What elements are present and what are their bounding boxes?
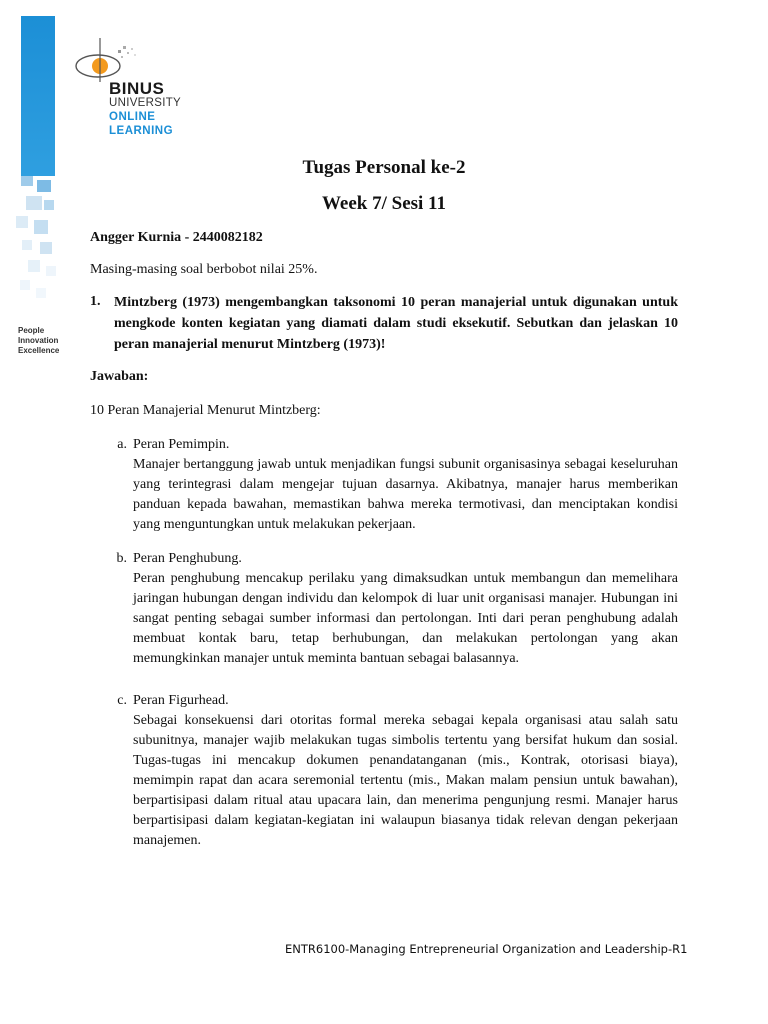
- list-item-c: [90, 691, 678, 851]
- document-title: Tugas Personal ke-2: [302, 157, 466, 178]
- tagline-people: People: [18, 326, 45, 335]
- answer-label: Jawaban:: [90, 369, 149, 384]
- list-item-letter: b.: [116, 551, 127, 566]
- document-body: [90, 150, 678, 851]
- list-item-title: Peran Penghubung.: [133, 551, 242, 566]
- list-item-letter: c.: [117, 693, 127, 708]
- question-number: 1.: [90, 294, 101, 309]
- tagline: [18, 326, 59, 356]
- logo-mark-icon: [74, 36, 154, 84]
- page-footer: ENTR6100-Managing Entrepreneurial Organization and Leadership-R1: [285, 942, 688, 956]
- tagline-innovation: Innovation: [18, 336, 59, 345]
- pixel-pattern: [12, 176, 58, 306]
- side-decoration: [0, 0, 58, 1024]
- weight-note: Masing-masing soal berbobot nilai 25%.: [90, 262, 318, 277]
- list-item-title: Peran Figurhead.: [133, 693, 229, 708]
- logo-text-university: UNIVERSITY: [109, 97, 182, 109]
- list-item-text: Peran penghubung mencakup perilaku yang dimaksudkan untuk membangun dan memelihara jaringan hubungan dengan individu dan kelompok di luar unit organisasi manajer. Hubungan ini sangat penting sebagai sumber informasi dan pertolongan. Inti dari peran penghubung adalah membuat kontak baru, tetap berhubungan, dan melakukan pertolongan yang akan memungkinkan manajer untuk meminta bantuan sebagai balasannya.: [133, 571, 678, 666]
- list-item-text: Sebagai konsekuensi dari otoritas formal mereka sebagai kepala organisasi atau salah satu subunitnya, manajer wajib melakukan tugas simbolis tertentu yang bersifat hukum dan sosial. Tugas-tugas ini mencakup dokumen penandatanganan (mis., Kontrak, otorisasi biaya), memimpin rapat dan acara seremonial tertentu (mis., Makan malam pensiun untuk bawahan), berpartisipasi dalam ritual atau upacara lain, dan menerima pengunjung resmi. Manajer harus berpartisipasi dalam kegiatan-kegiatan ini walaupun biasanya tidak relevan dengan pekerjaan manajemen.: [133, 713, 678, 848]
- blue-stripe: [21, 16, 55, 176]
- author-line: Angger Kurnia - 2440082182: [90, 230, 263, 245]
- question-text: Mintzberg (1973) mengembangkan taksonomi 10 peran manajerial untuk digunakan untuk mengkode konten kegiatan yang diamati dalam studi eksekutif. Sebutkan dan jelaskan 10 peran manajerial menurut Mintzberg (1973)!: [114, 295, 678, 352]
- tagline-excellence: Excellence: [18, 346, 60, 355]
- binus-logo: [74, 36, 204, 146]
- answer-intro: 10 Peran Manajerial Menurut Mintzberg:: [90, 403, 321, 418]
- document-subtitle: Week 7/ Sesi 11: [321, 193, 447, 214]
- logo-text-binus: BINUS: [109, 79, 165, 98]
- list-item-b: [90, 549, 678, 669]
- logo-text-online: ONLINE: [109, 111, 156, 123]
- list-item-a: [90, 435, 678, 535]
- list-item-letter: a.: [117, 437, 127, 452]
- list-item-text: Manajer bertanggung jawab untuk menjadikan fungsi subunit organisasinya sebagai keseluruhan yang terintegrasi dalam mengejar tujuan dasarnya. Akibatnya, manajer harus memberikan panduan kepada bawahan, memastikan bahwa mereka termotivasi, dan menciptakan kondisi yang menguntungkan untuk melakukan pekerjaan.: [133, 457, 678, 532]
- logo-text-learning: LEARNING: [109, 125, 174, 137]
- question-1: [90, 292, 678, 355]
- list-item-title: Peran Pemimpin.: [133, 437, 230, 452]
